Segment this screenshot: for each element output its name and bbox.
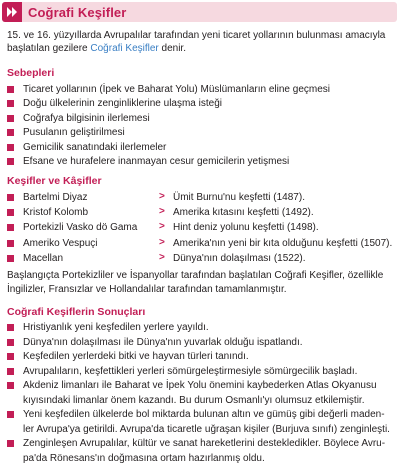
- intro-line-1: 15. ve 16. yüzyıllarda Avrupalılar tarafından yeni ticaret yollarının bulunması amacıyla: [7, 30, 386, 41]
- discovery-text: Dünya'nın dolaşılması (1522).: [173, 252, 306, 264]
- discovery-text: Amerika'nın yeni bir kıta olduğunu keşfetti (1507).: [173, 237, 393, 249]
- list-item: Zenginleşen Avrupalılar, kültür ve sanat hareketlerini destekledikler. Böylece Avru-: [7, 438, 390, 453]
- list-item: Pusulanın geliştirilmesi: [7, 127, 330, 141]
- kesifler-heading: Keşifler ve Kâşifler: [7, 175, 102, 187]
- explorer-name: Ameriko Vespuçi: [23, 237, 98, 249]
- bullet-square-icon: [7, 129, 14, 136]
- arrow-icon: >: [159, 206, 165, 218]
- bullet-square-icon: [7, 224, 14, 231]
- sonuclar-list: [7, 322, 390, 467]
- summary-line-1: Başlangıçta Portekizliler ve İspanyollar tarafından başlatılan Coğrafi Keşifler, özellikle: [7, 270, 384, 281]
- list-item: Doğu ülkelerinin zenginliklerine ulaşma isteği: [7, 98, 330, 112]
- explorer-name: Macellan: [23, 252, 64, 264]
- sebepler-list: [7, 84, 330, 170]
- bullet-square-icon: [7, 144, 14, 151]
- bullet-square-icon: [7, 158, 14, 165]
- arrow-icon: >: [159, 191, 165, 202]
- bullet-square-icon: [7, 368, 14, 375]
- bullet-square-icon: [7, 100, 14, 107]
- bullet-square-icon: [7, 339, 14, 346]
- title-banner: [2, 2, 397, 22]
- explorer-row: [7, 192, 397, 207]
- bullet-square-icon: [7, 209, 14, 216]
- bullet-square-icon: [7, 115, 14, 122]
- bullet-square-icon: [7, 440, 14, 447]
- list-item: Dünya'nın dolaşılması ile Dünya'nın yuvarlak olduğu ispatlandı.: [7, 337, 390, 352]
- forward-arrows-icon: [2, 2, 22, 22]
- sonuclar-heading: Coğrafi Keşiflerin Sonuçları: [7, 306, 146, 318]
- sebepler-heading: Sebepleri: [7, 67, 55, 79]
- bullet-square-icon: [7, 411, 14, 418]
- discovery-text: Amerika kıtasını keşfetti (1492).: [173, 207, 314, 219]
- arrow-icon: >: [159, 236, 165, 248]
- page-title: Coğrafi Keşifler: [28, 5, 127, 20]
- bullet-square-icon: [7, 86, 14, 93]
- list-item: Yeni keşfedilen ülkelerde bol miktarda bulunan altın ve gümüş gibi değerli maden-: [7, 409, 390, 424]
- intro-text: başlatılan gezilere: [7, 43, 91, 54]
- explorer-row: [7, 207, 397, 222]
- explorer-row: [7, 222, 397, 237]
- explorer-name: Portekizli Vasko dö Gama: [23, 222, 138, 234]
- explorer-name: Bartelmi Diyaz: [23, 192, 88, 203]
- explorer-row: [7, 238, 397, 253]
- list-item: Gemicilik sanatındaki ilerlemeler: [7, 142, 330, 156]
- bullet-square-icon: [7, 324, 14, 331]
- intro-line-2: [7, 43, 186, 55]
- arrow-icon: >: [159, 221, 165, 233]
- list-item-continuation: pa'da Rönesans'ın doğmasına ortam hazırlanmış oldu.: [23, 452, 265, 464]
- list-item: Efsane ve hurafelere inanmayan cesur gemicilerin yetişmesi: [7, 156, 330, 170]
- bullet-square-icon: [7, 194, 14, 201]
- list-item: Akdeniz limanları ile Baharat ve İpek Yolu önemini kaybederken Atlas Okyanusu: [7, 380, 390, 395]
- list-item-continuation: kıyısındaki limanlar önem kazandı. Bu durum Osmanlı'yı olumsuz etkilemiştir.: [23, 394, 365, 406]
- arrow-icon: >: [159, 251, 165, 263]
- list-item: Ticaret yollarının (İpek ve Baharat Yolu) Müslümanların eline geçmesi: [7, 84, 330, 98]
- list-item: Keşfedilen yerlerdeki bitki ve hayvan türleri tanındı.: [7, 351, 390, 366]
- list-item: Hristiyanlık yeni keşfedilen yerlere yayıldı.: [7, 322, 390, 337]
- explorer-name: Kristof Kolomb: [23, 207, 89, 219]
- intro-text-end: denir.: [158, 43, 186, 54]
- highlight-term: Coğrafi Keşifler: [90, 43, 159, 54]
- bullet-square-icon: [7, 240, 14, 247]
- bullet-square-icon: [7, 255, 14, 262]
- list-item: Coğrafya bilgisinin ilerlemesi: [7, 113, 330, 127]
- discovery-text: Hint deniz yolunu keşfetti (1498).: [173, 222, 319, 234]
- kesifler-list: [7, 192, 397, 268]
- discovery-text: Ümit Burnu'nu keşfetti (1487).: [173, 192, 305, 203]
- list-item: Avrupalıların, keşfettikleri yerleri sömürgeleştirmesiyle sömürgecilik başladı.: [7, 366, 390, 381]
- list-item-continuation: ler Avrupa'ya getirildi. Avrupa'da ticaretle uğraşan kişiler (Burjuva sınıfı) zenginleşti.: [23, 423, 390, 435]
- explorer-row: [7, 253, 397, 268]
- summary-line-2: İngilizler, Fransızlar ve Hollandalılar tarafından tamamlanmıştır.: [7, 284, 287, 295]
- bullet-square-icon: [7, 382, 14, 389]
- bullet-square-icon: [7, 353, 14, 360]
